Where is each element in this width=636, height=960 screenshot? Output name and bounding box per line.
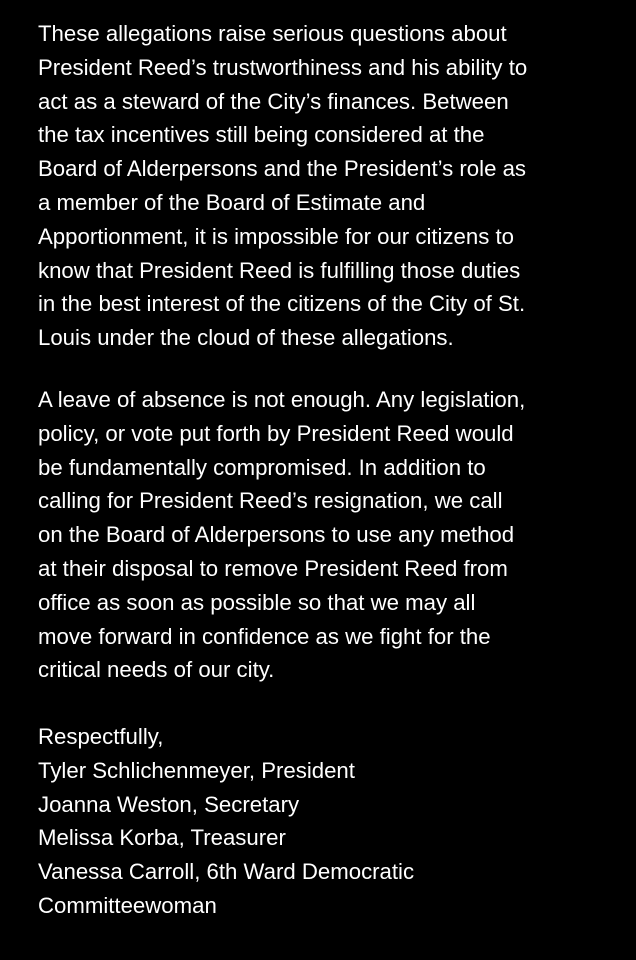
paragraph-line: These allegations raise serious questions about (38, 21, 507, 46)
paragraph-line: the tax incentives still being considered at the (38, 122, 485, 148)
paragraph-allegations (38, 17, 608, 355)
paragraph-line: policy, or vote put forth by President Reed would (38, 420, 514, 446)
paragraph-leave-of-absence (38, 383, 608, 687)
salutation: Respectfully, (38, 724, 164, 749)
paragraph-line: President Reed’s trustworthiness and his ability to (38, 54, 528, 80)
paragraph-line: office as soon as possible so that we may all (38, 589, 476, 615)
signatory-line: Joanna Weston, Secretary (38, 791, 300, 817)
paragraph-line: on the Board of Alderpersons to use any method (38, 522, 515, 548)
paragraph-line: be fundamentally compromised. In addition to (38, 454, 486, 480)
signatory-line: Tyler Schlichenmeyer, President (38, 757, 355, 783)
signatory-line: Committeewoman (38, 892, 217, 918)
signatory-line: Melissa Korba, Treasurer (38, 825, 286, 851)
paragraph-line: in the best interest of the citizens of the City of St. (38, 291, 526, 317)
paragraph-line: at their disposal to remove President Reed from (38, 555, 508, 581)
paragraph-line: move forward in confidence as we fight for the (38, 623, 491, 649)
paragraph-line: calling for President Reed’s resignation, we call (38, 488, 503, 514)
paragraph-line: know that President Reed is fulfilling those duties (38, 257, 521, 283)
paragraph-line: a member of the Board of Estimate and (38, 189, 426, 215)
paragraph-line: Louis under the cloud of these allegations. (38, 325, 454, 351)
paragraph-line: critical needs of our city. (38, 657, 275, 683)
signatory-line: Vanessa Carroll, 6th Ward Democratic (38, 859, 415, 885)
paragraph-line: act as a steward of the City’s finances. Between (38, 88, 509, 114)
paragraph-line: A leave of absence is not enough. Any legislation, (38, 387, 526, 412)
closing-signature-block (38, 720, 608, 923)
paragraph-line: Board of Alderpersons and the President’s role as (38, 156, 527, 182)
paragraph-line: Apportionment, it is impossible for our citizens to (38, 223, 515, 249)
